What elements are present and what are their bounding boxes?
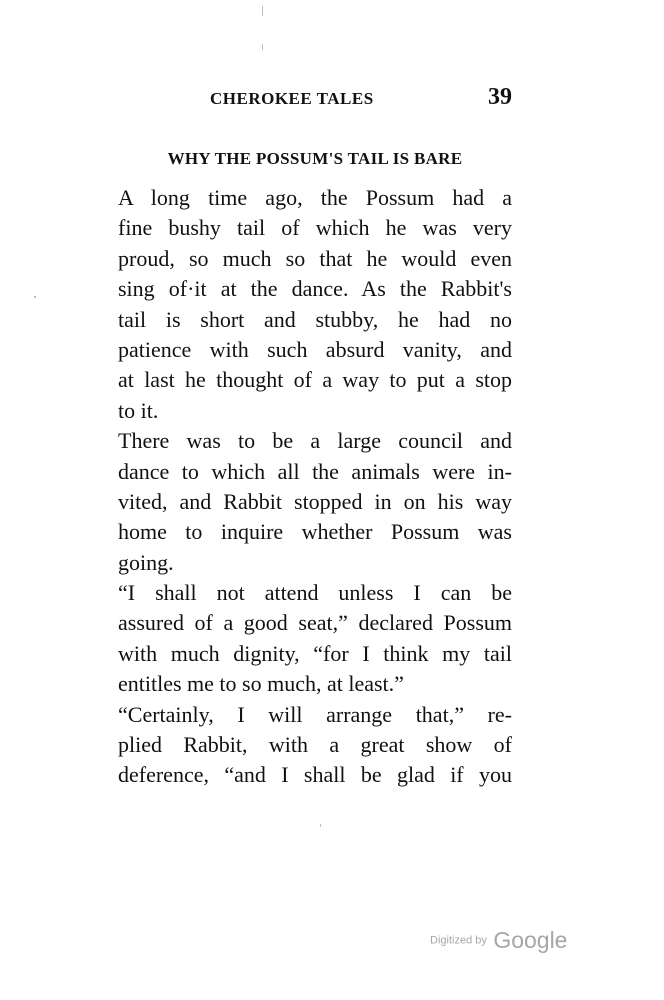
body-text	[118, 183, 512, 791]
text-line: going.	[118, 549, 174, 575]
text-line: sing of·it at the dance. As the Rabbit's	[118, 276, 512, 302]
text-line: vited, and Rabbit stopped in on his way	[118, 488, 512, 514]
text-line: proud, so much so that he would even	[118, 245, 512, 271]
running-head-title: CHEROKEE TALES	[210, 89, 374, 108]
paragraph-first-line: A long time ago, the Possum had a	[118, 185, 512, 210]
text-line: fine bushy tail of which he was very	[118, 215, 512, 241]
text-line: deference, “and I shall be glad if you	[118, 762, 512, 788]
scan-speck	[34, 296, 36, 298]
running-head	[118, 84, 512, 114]
paragraph-first-line: “Certainly, I will arrange that,” re-	[118, 701, 512, 727]
text-line: assured of a good seat,” declared Possum	[118, 610, 512, 636]
paragraph-first-line: “I shall not attend unless I can be	[118, 580, 512, 606]
paragraph-first-line: There was to be a large council and	[118, 428, 512, 454]
text-line: plied Rabbit, with a great show of	[118, 732, 512, 758]
text-line: entitles me to so much, at least.”	[118, 671, 404, 697]
text-line: patience with such absurd vanity, and	[118, 336, 512, 362]
watermark-brand-logo: Google	[493, 927, 568, 953]
text-line: dance to which all the animals were in-	[118, 458, 512, 484]
text-line: tail is short and stubby, he had no	[118, 306, 512, 332]
watermark-prefix: Digitized by	[430, 934, 487, 947]
chapter-title: WHY THE POSSUM'S TAIL IS BARE	[167, 149, 463, 168]
page-number: 39	[488, 84, 512, 110]
scan-speck	[262, 44, 263, 50]
text-line: at last he thought of a way to put a stop	[118, 367, 512, 393]
scan-speck	[320, 824, 321, 827]
text-line: home to inquire whether Possum was	[118, 519, 512, 545]
scan-speck	[262, 6, 263, 16]
digitized-watermark	[430, 927, 567, 954]
text-line: with much dignity, “for I think my tail	[118, 640, 512, 666]
text-line: to it.	[118, 397, 159, 423]
